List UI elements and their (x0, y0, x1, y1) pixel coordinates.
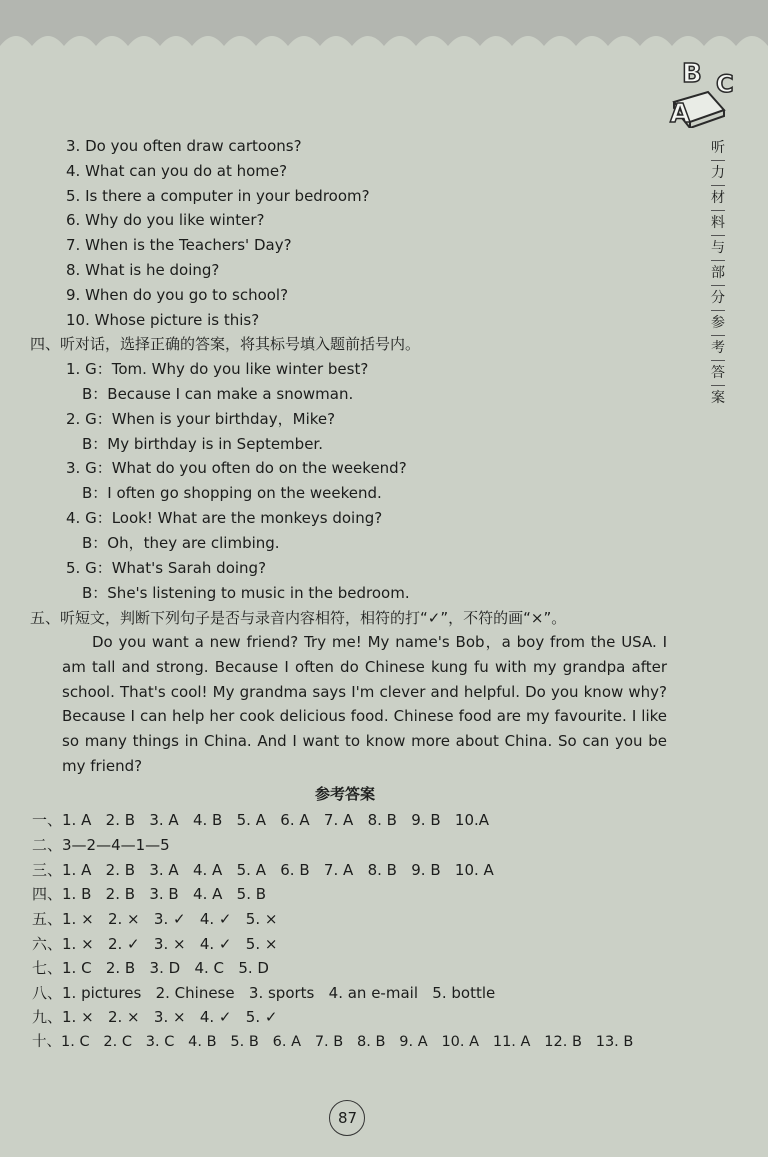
dialogue-line: 2. G：When is your birthday，Mike? (66, 410, 336, 428)
question-line: 5. Is there a computer in your bedroom? (66, 187, 370, 205)
question-line: 8. What is he doing? (66, 261, 220, 279)
dialogue-line: B：Because I can make a snowman. (82, 385, 354, 403)
side-tab-char: 答 (711, 365, 725, 381)
answer-row: 四、1. B 2. B 3. B 4. A 5. B (32, 885, 267, 903)
side-tab-divider (711, 160, 725, 161)
side-tab-divider (711, 285, 725, 286)
side-tab-divider (711, 310, 725, 311)
question-line: 9. When do you go to school? (66, 286, 289, 304)
answer-row: 六、1. × 2. ✓ 3. × 4. ✓ 5. × (32, 935, 278, 953)
side-tab-char: 材 (711, 190, 725, 206)
question-line: 3. Do you often draw cartoons? (66, 137, 302, 155)
side-tab-char: 部 (711, 265, 725, 281)
side-tab-char: 分 (711, 290, 725, 306)
answer-row: 一、1. A 2. B 3. A 4. B 5. A 6. A 7. A 8. B 9. B 10.A (32, 811, 490, 829)
dialogue-line: B：I often go shopping on the weekend. (82, 484, 382, 502)
side-tab-char: 听 (711, 140, 725, 156)
answer-row: 三、1. A 2. B 3. A 4. A 5. A 6. B 7. A 8. B 9. B 10. A (32, 861, 494, 879)
side-tab-divider (711, 360, 725, 361)
side-tab-char: 考 (711, 340, 725, 356)
side-tab-divider (711, 385, 725, 386)
side-tab-divider (711, 235, 725, 236)
answer-row: 七、1. C 2. B 3. D 4. C 5. D (32, 959, 269, 977)
dialogue-line: B：My birthday is in September. (82, 435, 323, 453)
logo-letter-c: C (716, 70, 734, 98)
side-tab-listening-materials (697, 140, 739, 407)
scallop-border (0, 30, 768, 56)
section-5-passage (62, 630, 667, 779)
scallop-path (0, 36, 768, 56)
side-tab-divider (711, 185, 725, 186)
question-line: 6. Why do you like winter? (66, 211, 265, 229)
side-tab-divider (711, 210, 725, 211)
side-tab-divider (711, 260, 725, 261)
question-line: 10. Whose picture is this? (66, 311, 260, 329)
answer-row: 九、1. × 2. × 3. × 4. ✓ 5. ✓ (32, 1008, 278, 1026)
page-number: 87 (337, 1109, 358, 1127)
abc-books-logo (664, 52, 744, 128)
side-tab-char: 与 (711, 240, 725, 256)
logo-letter-b: B (682, 59, 702, 89)
side-tab-char: 参 (711, 315, 725, 331)
dialogue-line: 4. G：Look! What are the monkeys doing? (66, 509, 383, 527)
dialogue-line: 5. G：What's Sarah doing? (66, 559, 267, 577)
section-4-heading: 四、听对话，选择正确的答案，将其标号填入题前括号内。 (30, 335, 421, 353)
answer-row: 十、1. C 2. C 3. C 4. B 5. B 6. A 7. B 8. B 9. A 10. A 11. A 12. B 13. B (32, 1034, 634, 1050)
answer-row: 五、1. × 2. × 3. ✓ 4. ✓ 5. × (32, 910, 278, 928)
side-tab-divider (711, 335, 725, 336)
side-tab-char: 力 (711, 165, 725, 181)
page-number-badge (329, 1100, 367, 1138)
question-line: 7. When is the Teachers' Day? (66, 236, 292, 254)
dialogue-line: 3. G：What do you often do on the weekend? (66, 459, 407, 477)
dialogue-line: B：She's listening to music in the bedroom. (82, 584, 410, 602)
side-tab-char: 料 (711, 215, 725, 231)
side-tab-char: 案 (711, 390, 725, 406)
question-line: 4. What can you do at home? (66, 162, 288, 180)
dialogue-line: 1. G：Tom. Why do you like winter best? (66, 360, 369, 378)
answer-row: 八、1. pictures 2. Chinese 3. sports 4. an e-mail 5. bottle (32, 984, 496, 1002)
section-5-heading: 五、听短文，判断下列句子是否与录音内容相符，相符的打“✓”，不符的画“×”。 (30, 609, 567, 627)
logo-letter-a: A (670, 99, 691, 128)
dialogue-line: B：Oh，they are climbing. (82, 534, 280, 552)
passage-text: Do you want a new friend? Try me! My name's Bob，a boy from the USA. I am tall and strong. Because I often do Chinese kung fu with my grandpa after school. That's cool! My grandma says I'm clever and helpful. Do you know why? Because I can help her cook delicious food. Chinese food are my favourite. I like so many things in China. And I want to know more about China. So can you be my friend? (62, 633, 667, 775)
answer-row: 二、3—2—4—1—5 (32, 836, 170, 854)
answer-key-title: 参考答案 (314, 785, 375, 803)
